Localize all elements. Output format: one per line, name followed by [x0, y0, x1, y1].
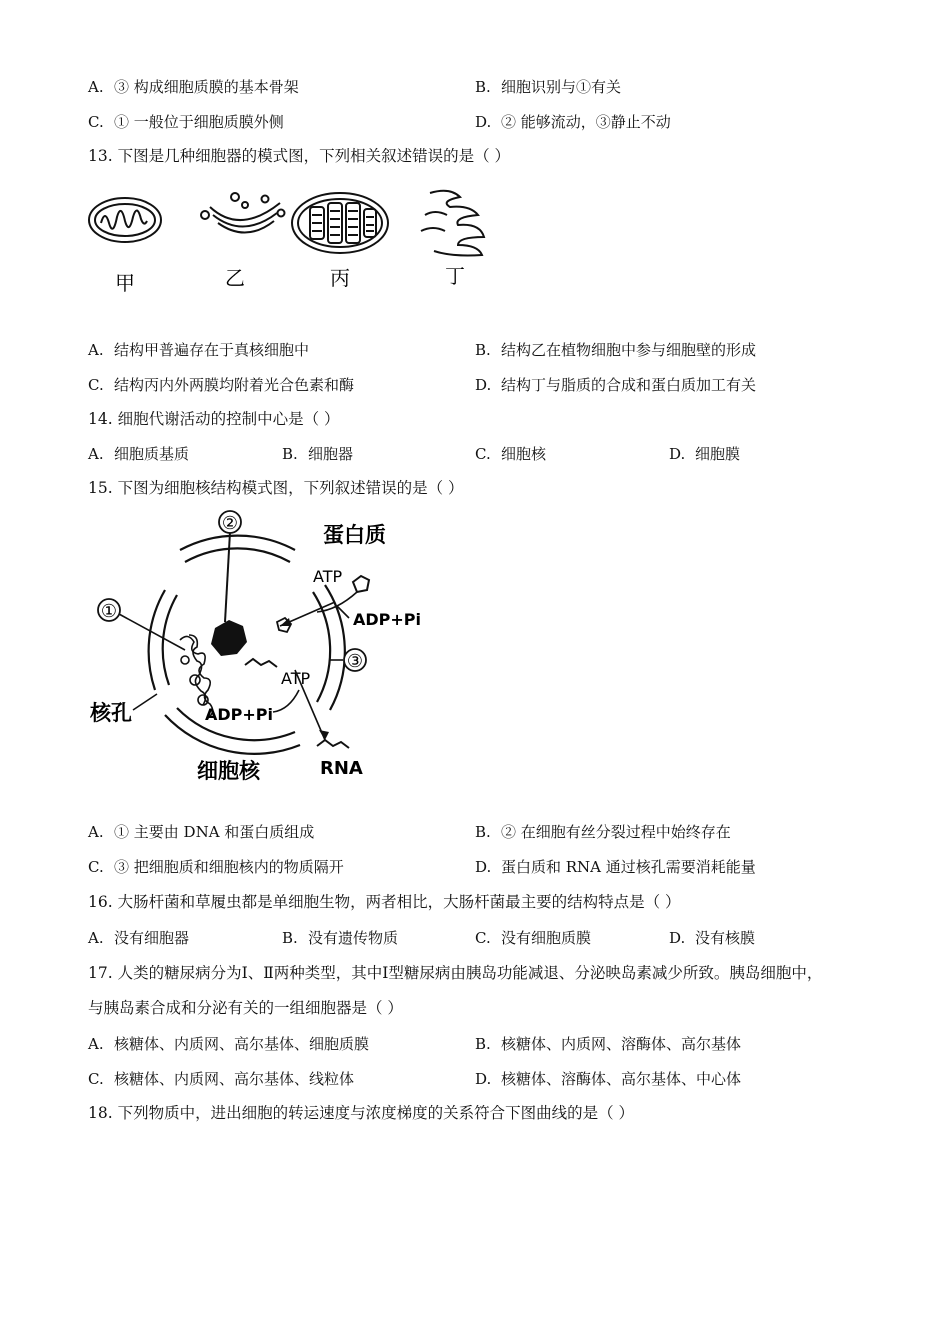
q12-option-c: C. ① 一般位于细胞质膜外侧: [88, 113, 284, 131]
adp-bottom-label: ADP+Pi: [205, 705, 274, 724]
atp-bottom-label: ATP: [281, 669, 311, 688]
q17-stem-line2: 与胰岛素合成和分泌有关的一组细胞器是（ ）: [88, 999, 403, 1017]
protein-icon: [353, 576, 369, 592]
chloroplast-icon: [292, 193, 388, 253]
label-3: ③: [346, 651, 364, 672]
protein-label: 蛋白质: [323, 523, 386, 547]
q13-option-d: D. 结构丁与脂质的合成和蛋白质加工有关: [475, 376, 757, 394]
label-1: ①: [100, 601, 118, 622]
q17-option-b: B. 核糖体、内质网、溶酶体、高尔基体: [475, 1035, 742, 1053]
q12-option-d: D. ② 能够流动，③静止不动: [475, 113, 671, 131]
atp-top-label: ATP: [313, 567, 343, 586]
organelles-figure: [85, 185, 505, 305]
q13-option-a: A. 结构甲普遍存在于真核细胞中: [88, 341, 310, 359]
q16-option-d: D. 没有核膜: [669, 929, 756, 947]
rna-label: RNA: [320, 758, 363, 779]
organelle-label-yi: 乙: [225, 266, 245, 290]
q14-option-c: C. 细胞核: [475, 445, 547, 463]
q18-stem: 18. 下列物质中，进出细胞的转运速度与浓度梯度的关系符合下图曲线的是（ ）: [88, 1104, 635, 1122]
q16-stem: 16. 大肠杆菌和草履虫都是单细胞生物，两者相比，大肠杆菌最主要的结构特点是（ ）: [88, 893, 681, 911]
q12-option-b: B. 细胞识别与①有关: [475, 78, 622, 96]
q17-option-c: C. 核糖体、内质网、高尔基体、线粒体: [88, 1070, 355, 1088]
pore-label: 核孔: [90, 701, 132, 725]
rna-icon-inside: [245, 659, 277, 667]
q17-stem-line1: 17. 人类的糖尿病分为Ⅰ、Ⅱ两种类型，其中Ⅰ型糖尿病由胰岛功能减退、分泌映岛素减少所致。胰岛细胞中，: [88, 964, 823, 982]
q16-option-c: C. 没有细胞质膜: [475, 929, 592, 947]
q14-stem: 14. 细胞代谢活动的控制中心是（ ）: [88, 410, 340, 428]
q16-option-a: A. 没有细胞器: [88, 929, 190, 947]
q14-option-a: A. 细胞质基质: [88, 445, 190, 463]
q17-option-d: D. 核糖体、溶酶体、高尔基体、中心体: [475, 1070, 742, 1088]
q16-option-b: B. 没有遗传物质: [282, 929, 399, 947]
endoplasmic-reticulum-icon: [421, 191, 484, 256]
q14-option-d: D. 细胞膜: [669, 445, 741, 463]
organelle-label-jia: 甲: [115, 271, 135, 295]
organelle-label-ding: 丁: [445, 264, 465, 288]
q13-stem: 13. 下图是几种细胞器的模式图，下列相关叙述错误的是（ ）: [88, 147, 511, 165]
q15-option-c: C. ③ 把细胞质和细胞核内的物质隔开: [88, 858, 344, 876]
q14-option-b: B. 细胞器: [282, 445, 354, 463]
organelle-label-bing: 丙: [330, 266, 350, 290]
q15-option-b: B. ② 在细胞有丝分裂过程中始终存在: [475, 823, 731, 841]
label-2: ②: [221, 513, 239, 534]
nucleolus-icon: [211, 620, 247, 656]
mitochondrion-icon: [89, 198, 161, 242]
q17-option-a: A. 核糖体、内质网、高尔基体、细胞质膜: [88, 1035, 370, 1053]
rna-icon-outside: [317, 740, 349, 748]
q13-option-b: B. 结构乙在植物细胞中参与细胞壁的形成: [475, 341, 757, 359]
golgi-icon: [201, 193, 285, 233]
q13-option-c: C. 结构丙内外两膜均附着光合色素和酶: [88, 376, 355, 394]
adp-top-label: ADP+Pi: [353, 610, 422, 629]
nucleus-label: 细胞核: [197, 759, 260, 783]
q15-option-a: A. ① 主要由 DNA 和蛋白质组成: [88, 823, 315, 841]
q12-option-a: A. ③ 构成细胞质膜的基本骨架: [88, 78, 299, 96]
nucleus-figure: [85, 510, 445, 790]
q15-option-d: D. 蛋白质和 RNA 通过核孔需要消耗能量: [475, 858, 756, 876]
q15-stem: 15. 下图为细胞核结构模式图，下列叙述错误的是（ ）: [88, 479, 464, 497]
